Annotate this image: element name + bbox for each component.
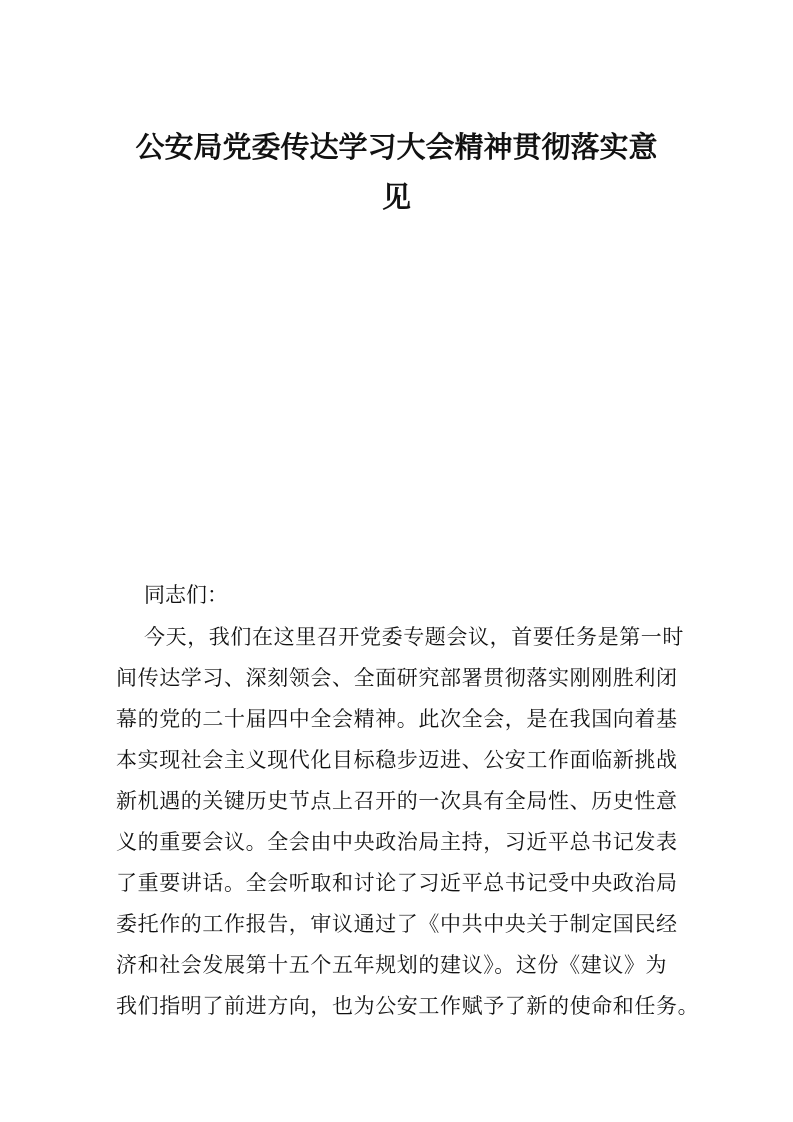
paragraph-line: 本实现社会主义现代化目标稳步迈进、公安工作面临新挑战	[116, 748, 678, 772]
paragraph-line: 新机遇的关键历史节点上召开的一次具有全局性、历史性意	[116, 789, 678, 813]
paragraph-line: 我们指明了前进方向，也为公安工作赋予了新的使命和任务。	[116, 994, 700, 1018]
paragraph-line: 济和社会发展第十五个五年规划的建议》。这份《建议》为	[116, 953, 668, 977]
paragraph-line: 今天，我们在这里召开党委专题会议，首要任务是第一时	[144, 625, 684, 649]
paragraph-line: 委托作的工作报告，审议通过了《中共中央关于制定国民经	[116, 912, 678, 936]
document-title-line-2: 见	[381, 180, 411, 214]
paragraph-line: 间传达学习、深刻领会、全面研究部署贯彻落实刚刚胜利闭	[116, 666, 678, 690]
salutation: 同志们：	[144, 583, 228, 607]
paragraph-line: 了重要讲话。全会听取和讨论了习近平总书记受中央政治局	[116, 871, 678, 895]
document-title-line-1: 公安局党委传达学习大会精神贯彻落实意	[135, 130, 658, 164]
paragraph-line: 义的重要会议。全会由中央政治局主持，习近平总书记发表	[116, 830, 678, 854]
paragraph-line: 幕的党的二十届四中全会精神。此次全会，是在我国向着基	[116, 707, 678, 731]
